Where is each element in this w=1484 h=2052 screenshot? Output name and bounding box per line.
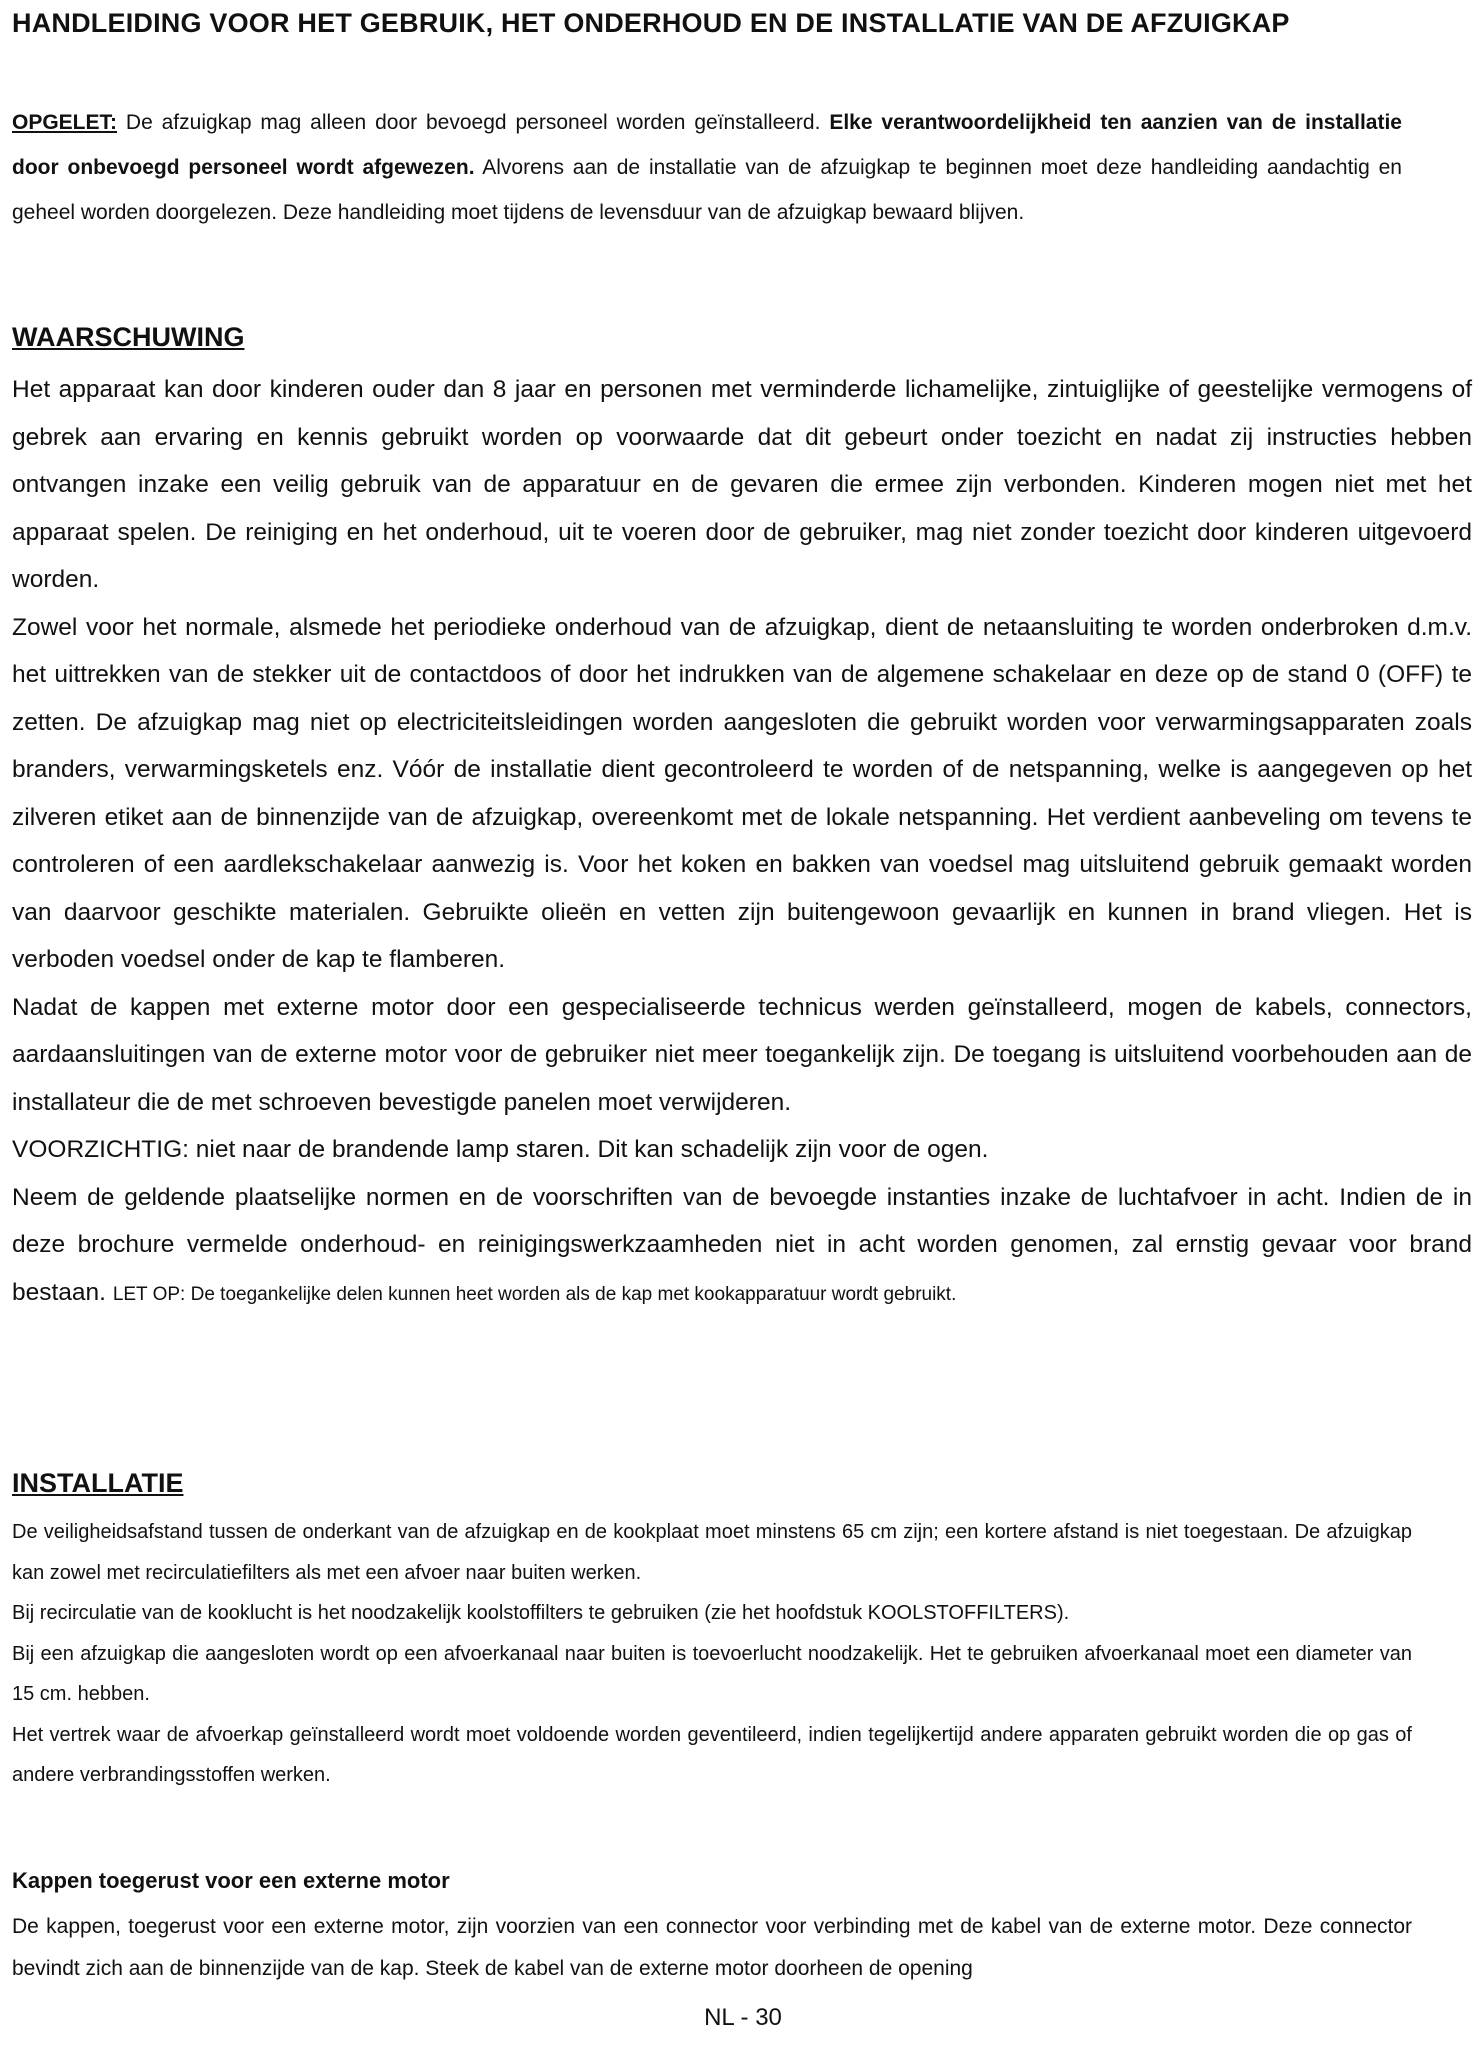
- installation-heading: INSTALLATIE: [12, 1468, 184, 1498]
- warning-section: [12, 366, 1472, 1318]
- intro-bold-text: Elke verantwoordelijkheid ten aanzien van de installatie door onbevoegd personeel wordt afgewezen.: [12, 111, 1402, 179]
- page-title: HANDLEIDING VOOR HET GEBRUIK, HET ONDERHOUD EN DE INSTALLATIE VAN DE AFZUIGKAP: [12, 8, 1290, 38]
- installation-paragraph-4: Het vertrek waar de afvoerkap geïnstalleerd wordt moet voldoende worden geventileerd, indien tegelijkertijd andere apparaten gebruikt worden die op gas of andere verbrandingsstoffen werken.: [12, 1723, 1412, 1786]
- warning-paragraph-2: Zowel voor het normale, alsmede het periodieke onderhoud van de afzuigkap, dient de netaansluiting te worden onderbroken d.m.v. het uittrekken van de stekker uit de contactdoos of door het indrukken van de algemene schakelaar en deze op de stand 0 (OFF) te zetten. De afzuigkap mag niet op electriciteitsleidingen worden aangesloten die gebruikt worden voor verwarmingsapparaten zoals branders, verwarmingsketels enz. Vóór de installatie dient gecontroleerd te worden of de netspanning, welke is aangegeven op het zilveren etiket aan de binnenzijde van de afzuigkap, overeenkomt met de lokale netspanning. Het verdient aanbeveling om tevens te controleren of een aardlekschakelaar aanwezig is. Voor het koken en bakken van voedsel mag uitsluitend gebruik gemaakt worden van daarvoor geschikte materialen. Gebruikte olieën en vetten zijn buitengewoon gevaarlijk en kunnen in brand vliegen. Het is verboden voedsel onder de kap te flamberen.: [12, 613, 1472, 973]
- intro-text-2: Alvorens aan de installatie van de afzuigkap te beginnen moet deze handleiding aandachtig en geheel worden doorgelezen. Deze handleiding moet tijdens de levensduur van de afzuigkap bewaard blijven.: [12, 156, 1402, 224]
- intro-text-1: De afzuigkap mag alleen door bevoegd personeel worden geïnstalleerd.: [117, 111, 830, 134]
- installation-paragraph-3: Bij een afzuigkap die aangesloten wordt op een afvoerkanaal naar buiten is toevoerlucht noodzakelijk. Het te gebruiken afvoerkanaal moet een diameter van 15 cm. hebben.: [12, 1642, 1412, 1705]
- warning-paragraph-3: Nadat de kappen met externe motor door een gespecialiseerde technicus werden geïnstalleerd, mogen de kabels, connectors, aardaansluitingen van de externe motor voor de gebruiker niet meer toegankelijk zijn. De toegang is uitsluitend voorbehouden aan de installateur die de met schroeven bevestigde panelen moet verwijderen.: [12, 993, 1472, 1116]
- warning-heading: WAARSCHUWING: [12, 322, 245, 352]
- installation-paragraph-2: Bij recirculatie van de kooklucht is het noodzakelijk koolstoffilters te gebruiken (zie het hoofdstuk KOOLSTOFFILTERS).: [12, 1602, 1070, 1624]
- installation-section: [12, 1512, 1412, 1796]
- warning-paragraph-1: Het apparaat kan door kinderen ouder dan 8 jaar en personen met verminderde lichamelijke, zintuiglijke of geestelijke vermogens of gebrek aan ervaring en kennis gebruikt worden op voorwaarde dat dit gebeurt onder toezicht en nadat zij instructies hebben ontvangen inzake een veilig gebruik van de apparatuur en de gevaren die ermee zijn verbonden. Kinderen mogen niet met het apparaat spelen. De reiniging en het onderhoud, uit te voeren door de gebruiker, mag niet zonder toezicht door kinderen uitgevoerd worden.: [12, 376, 1472, 593]
- installation-paragraph-1: De veiligheidsafstand tussen de onderkant van de afzuigkap en de kookplaat moet minstens 65 cm zijn; een kortere afstand is niet toegestaan. De afzuigkap kan zowel met recirculatiefilters als met een afvoer naar buiten werken.: [12, 1521, 1412, 1584]
- external-motor-heading: Kappen toegerust voor een externe motor: [12, 1868, 450, 1893]
- intro-paragraph: [12, 100, 1402, 235]
- page-number: NL - 30: [704, 2004, 782, 2031]
- warning-paragraph-5-main: Neem de geldende plaatselijke normen en de voorschriften van de bevoegde instanties inzake de luchtafvoer in acht. Indien de in deze brochure vermelde onderhoud- en reinigingswerkzaamheden niet in acht worden genomen, zal ernstig gevaar voor brand bestaan.: [12, 1183, 1472, 1306]
- warning-paragraph-5: [12, 1174, 1472, 1319]
- external-motor-paragraph: De kappen, toegerust voor een externe motor, zijn voorzien van een connector voor verbinding met de kabel van de externe motor. Deze connector bevindt zich aan de binnenzijde van de kap. Steek de kabel van de externe motor doorheen de opening: [12, 1915, 1412, 1980]
- warning-paragraph-4: VOORZICHTIG: niet naar de brandende lamp staren. Dit kan schadelijk zijn voor de ogen.: [12, 1136, 989, 1163]
- manual-page: [12, 0, 1474, 2052]
- warning-paragraph-5-note: LET OP: De toegankelijke delen kunnen heet worden als de kap met kookapparatuur wordt gebruikt.: [112, 1283, 957, 1305]
- intro-label: OPGELET:: [12, 111, 118, 134]
